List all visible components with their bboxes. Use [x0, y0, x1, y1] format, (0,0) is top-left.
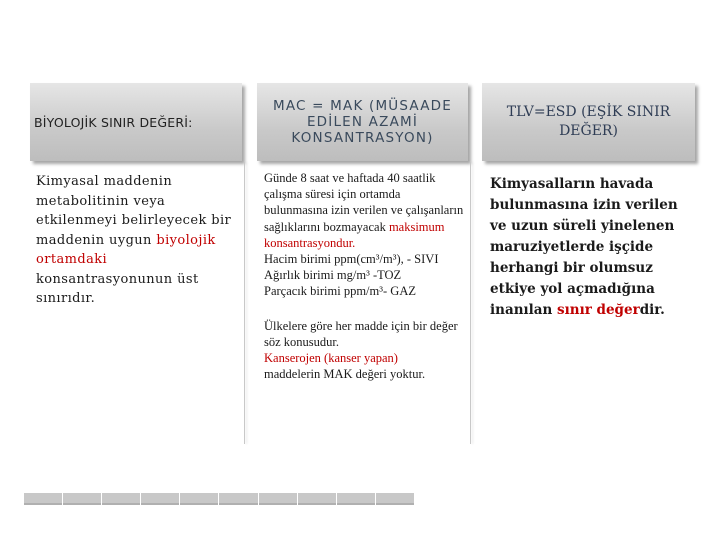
bar-segment: [24, 493, 63, 505]
text-segment: Kimyasalların havada bulunmasına izin verilen ve uzun süreli yinelenen maruziyetlerde işçide herhangi bir olumsuz etkiye yol açmadığına inanılan: [490, 176, 678, 318]
text-segment: dir.: [639, 302, 665, 318]
country-note: Ülkelere göre her madde için bir değer söz konusudur.: [264, 318, 458, 349]
text-segment: Günde 8 saat ve haftada 40 saatlik çalışma süresi için ortamda bulunmasına izin verilen ve çalışanların sağlıklarını bozmayacak: [264, 171, 464, 234]
footer-decoration-bar: [24, 493, 414, 505]
header-tlv-esd-label: TLV=ESD (EŞİK SINIR DEĞER): [506, 104, 671, 139]
column-divider-left: [244, 162, 245, 444]
bar-segment: [141, 493, 180, 505]
text-segment: Kimyasal maddenin metabolitinin veya etkilenmeyi belirleyecek bir maddenin uygun: [36, 174, 232, 248]
mac-mak-description: [264, 170, 464, 382]
highlight-text: sınır değer: [557, 302, 640, 318]
bar-segment: [63, 493, 102, 505]
bar-segment: [298, 493, 337, 505]
bar-segment: [259, 493, 298, 505]
header-mac-mak: [257, 83, 468, 161]
header-mac-mak-label: MAC = MAK (MÜSAADE EDİLEN AZAMİ KONSANTRASYON): [273, 98, 452, 146]
bar-segment: [337, 493, 376, 505]
header-biological-limit-label: BİYOLOJİK SINIR DEĞERİ:: [34, 114, 193, 130]
highlight-text: biyolojik ortamdaki: [36, 232, 216, 267]
bar-segment: [219, 493, 258, 505]
highlight-text: maksimum konsantrasyondur.: [264, 219, 445, 250]
unit-line-liquid: Hacim birimi ppm(cm³/m³), - SIVI: [264, 252, 439, 267]
spacer: [264, 300, 464, 318]
column-divider-right: [470, 162, 471, 444]
bar-segment: [102, 493, 141, 505]
header-tlv-esd: [482, 83, 695, 161]
header-biological-limit: [30, 83, 242, 161]
bar-segment: [376, 493, 414, 505]
text-segment: konsantrasyonunun üst sınırıdır.: [36, 271, 199, 306]
bar-segment: [180, 493, 219, 505]
definition-paragraph: [264, 170, 464, 251]
unit-line-gas: Parçacık birimi ppm/m³- GAZ: [264, 284, 416, 299]
tlv-esd-description: [490, 174, 695, 321]
biological-limit-description: [36, 172, 236, 309]
carcinogen-note: maddelerin MAK değeri yoktur.: [264, 367, 426, 382]
unit-line-dust: Ağırlık birimi mg/m³ -TOZ: [264, 268, 402, 283]
carcinogen-label: Kanserojen (kanser yapan): [264, 351, 398, 366]
